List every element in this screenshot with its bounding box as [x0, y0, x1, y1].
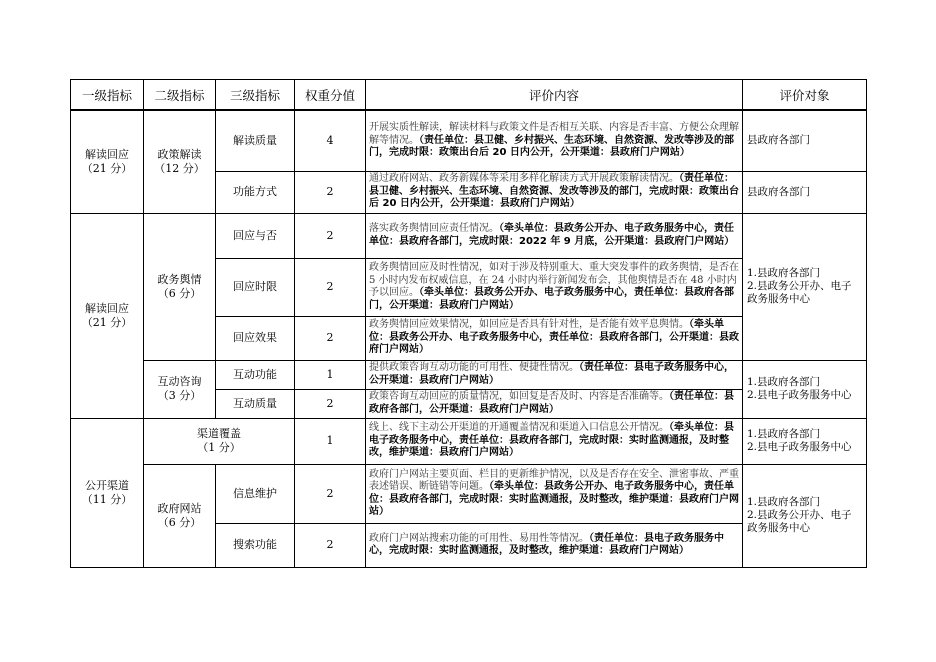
header-cell: 评价内容: [366, 80, 743, 111]
weight-cell: 2: [295, 258, 366, 316]
level3-cell: 搜索功能: [216, 523, 295, 567]
header-cell: 权重分值: [295, 80, 366, 111]
header-cell: 二级指标: [144, 80, 216, 111]
level2-cell: 互动咨询 （3 分）: [144, 360, 216, 418]
target-cell: 县政府各部门: [743, 171, 867, 213]
level2-cell: 政府网站 （6 分）: [144, 464, 216, 567]
table-row: [71, 418, 867, 464]
content-cell: 落实政务舆情回应责任情况。（牵头单位：县政务公开办、电子政务服务中心，责任单位：县政府各部门，完成时限：2022 年 9 月底，公开渠道：县政府门户网站）: [366, 213, 743, 258]
level3-cell: 回应效果: [216, 316, 295, 360]
level3-cell: 互动功能: [216, 360, 295, 389]
weight-cell: 4: [295, 110, 366, 171]
header-cell: 一级指标: [71, 80, 144, 111]
level3-cell: 回应与否: [216, 213, 295, 258]
weight-cell: 1: [295, 418, 366, 464]
table-row: [71, 213, 867, 258]
weight-cell: 2: [295, 389, 366, 418]
weight-cell: 2: [295, 523, 366, 567]
content-cell: 线上、线下主动公开渠道的开通覆盖情况和渠道入口信息公开情况。（牵头单位：县电子政务服务中心，责任单位：县政府各部门，完成时限：实时监测通报，及时整改，维护渠道：县政府门户网站）: [366, 418, 743, 464]
weight-cell: 2: [295, 213, 366, 258]
content-cell: 通过政府网站、政务新媒体等采用多样化解读方式开展政策解读情况。（责任单位：县卫健、乡村振兴、生态环境、自然资源、发改等涉及的部门，完成时限：政策出台后 20 日内公开，公开渠道：县政府门户网站）: [366, 171, 743, 213]
content-cell: 政府门户网站搜索功能的可用性、易用性等情况。（责任单位：县电子政务服务中心，完成时限：实时监测通报，及时整改，维护渠道：县政府门户网站）: [366, 523, 743, 567]
level1-cell: 公开渠道 （11 分）: [71, 418, 144, 567]
weight-cell: 2: [295, 171, 366, 213]
level2-cell: 政策解读 （12 分）: [144, 110, 216, 213]
header-cell: 三级指标: [216, 80, 295, 111]
level3-cell: 解读质量: [216, 110, 295, 171]
weight-cell: 2: [295, 316, 366, 360]
table-row: [71, 464, 867, 523]
target-cell: 1.县政府各部门 2.县电子政务服务中心: [743, 360, 867, 418]
table-row: [71, 360, 867, 389]
evaluation-table: [70, 79, 867, 568]
level3-cell: 功能方式: [216, 171, 295, 213]
weight-cell: 2: [295, 464, 366, 523]
level1-cell: 解读回应 （21 分）: [71, 213, 144, 418]
level1-cell: 解读回应 （21 分）: [71, 110, 144, 213]
level3-cell: 信息维护: [216, 464, 295, 523]
level2-cell: 政务舆情 （6 分）: [144, 213, 216, 360]
content-cell: 政策咨询互动回应的质量情况，如回复是否及时、内容是否准确等。（责任单位：县政府各部门，公开渠道：县政府门户网站）: [366, 389, 743, 418]
content-cell: 政府门户网站主要页面、栏目的更新维护情况，以及是否存在安全、泄密事故、严重表述错误、断链错等问题。（牵头单位：县政务公开办、电子政务服务中心，责任单位：县政府各部门，完成时限：实时监测通报，及时整改，维护渠道：县政府门户网站）: [366, 464, 743, 523]
content-cell: 政务舆情回应及时性情况，如对于涉及特别重大、重大突发事件的政务舆情，是否在 5 小时内发布权威信息，在 24 小时内举行新闻发布会，其他舆情是否在 48 小时内予以回应。（牵头单位：县政务公开办、电子政务服务中心，责任单位：县政府各部门，公开渠道：县政府门户网站）: [366, 258, 743, 316]
target-cell: 1.县政府各部门 2.县政务公开办、电子政务服务中心: [743, 464, 867, 567]
table-row: [71, 110, 867, 171]
header-row: [71, 80, 867, 111]
level2-cell: 渠道覆盖 （1 分）: [144, 418, 295, 464]
target-cell: 县政府各部门: [743, 110, 867, 171]
content-cell: 开展实质性解读，解读材料与政策文件是否相互关联、内容是否丰富、方便公众理解解等情况。（责任单位：县卫健、乡村振兴、生态环境、自然资源、发改等涉及的部门，完成时限：政策出台后 20 日内公开，公开渠道：县政府门户网站）: [366, 110, 743, 171]
target-cell: 1.县政府各部门 2.县电子政务服务中心: [743, 418, 867, 464]
target-cell: 1.县政府各部门 2.县政务公开办、电子政务服务中心: [743, 213, 867, 360]
weight-cell: 1: [295, 360, 366, 389]
content-cell: 提供政策咨询互动功能的可用性、便捷性情况。（责任单位：县电子政务服务中心，公开渠道：县政府门户网站）: [366, 360, 743, 389]
header-cell: 评价对象: [743, 80, 867, 111]
level3-cell: 回应时限: [216, 258, 295, 316]
level3-cell: 互动质量: [216, 389, 295, 418]
content-cell: 政务舆情回应效果情况，如回应是否具有针对性，是否能有效平息舆情。（牵头单位：县政务公开办、电子政务服务中心，责任单位：县政府各部门，公开渠道：县政府门户网站）: [366, 316, 743, 360]
